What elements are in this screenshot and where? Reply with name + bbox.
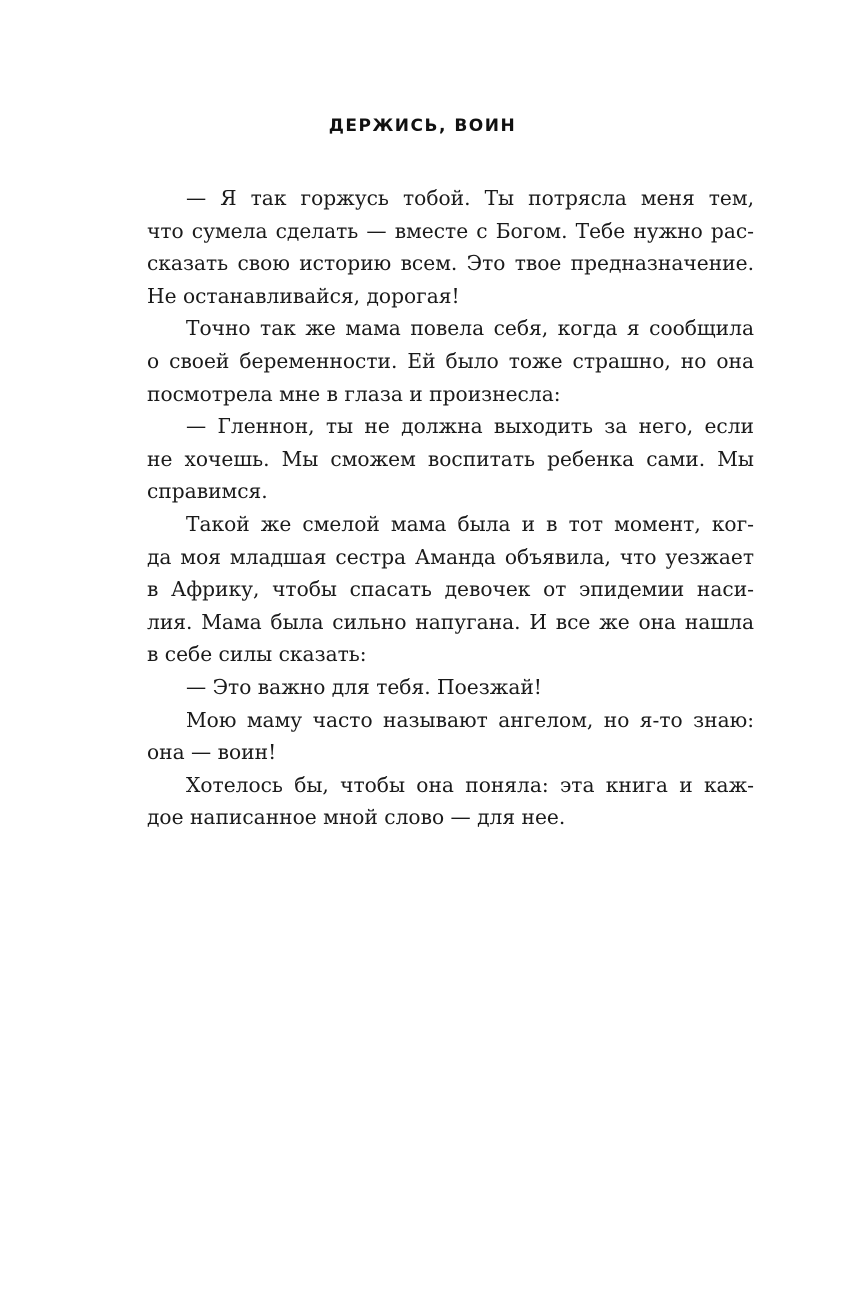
text-line: — Я так горжусь тобой. Ты потрясла меня тем, xyxy=(186,186,754,210)
text-line: — Гленнон, ты не должна выходить за него, если xyxy=(186,414,754,439)
text-line: Мою маму часто называют ангелом, но я-то знаю: xyxy=(186,707,754,732)
running-head: ДЕРЖИСЬ, ВОИН xyxy=(328,116,517,136)
text-line: справимся. xyxy=(147,479,268,504)
text-line: не хочешь. Мы сможем воспитать ребенка сами. Мы xyxy=(147,446,754,471)
text-line: да моя младшая сестра Аманда объявила, что уезжает xyxy=(147,544,754,569)
text-line: лия. Мама была сильно напугана. И все же она нашла xyxy=(147,609,754,634)
text-line: в себе силы сказать: xyxy=(147,642,367,667)
text-line: Хотелось бы, чтобы она поняла: эта книга и каж- xyxy=(186,772,754,797)
text-line: в Африку, чтобы спасать девочек от эпидемии наси- xyxy=(147,577,754,602)
text-line: дое написанное мной слово — для нее. xyxy=(147,805,566,830)
body-text xyxy=(147,182,754,834)
text-line: она — воин! xyxy=(147,740,277,765)
text-line: что сумела сделать — вместе с Богом. Тебе нужно рас- xyxy=(147,218,754,243)
text-line: о своей беременности. Ей было тоже страшно, но она xyxy=(147,348,754,373)
text-line: посмотрела мне в глаза и произнесла: xyxy=(147,381,561,406)
text-line: Не останавливайся, дорогая! xyxy=(147,283,460,308)
text-line: сказать свою историю всем. Это твое предназначение. xyxy=(147,251,754,276)
text-line: — Это важно для тебя. Поезжай! xyxy=(186,674,542,699)
text-line: Точно так же мама повела себя, когда я сообщила xyxy=(186,316,754,341)
text-line: Такой же смелой мама была и в тот момент, ког- xyxy=(186,511,754,536)
